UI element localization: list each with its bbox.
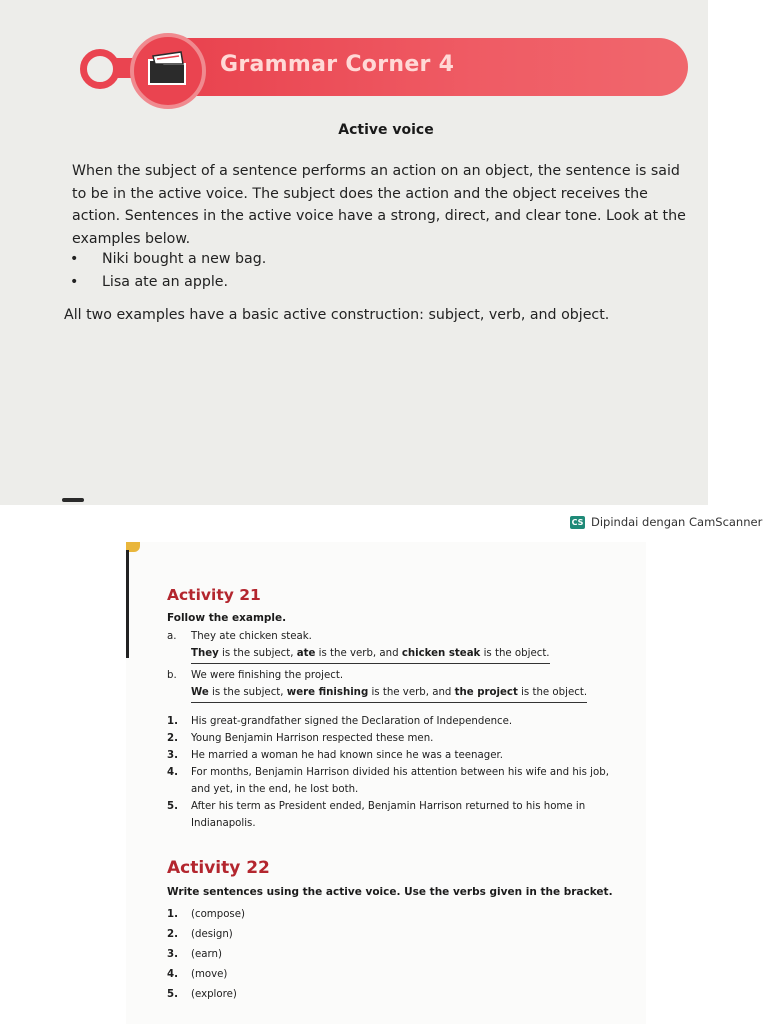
- activity-22-instruction: Write sentences using the active voice. Use the verbs given in the bracket.: [167, 886, 613, 898]
- item-number: 1.: [167, 909, 178, 920]
- item-number: 3.: [167, 750, 178, 761]
- item-number: 5.: [167, 989, 178, 1000]
- item-number: 2.: [167, 929, 178, 940]
- item-text: (compose): [191, 909, 245, 920]
- item-number: 4.: [167, 767, 178, 778]
- item-text: (design): [191, 929, 233, 940]
- grammar-corner-banner: [150, 38, 688, 96]
- answer-text: is the verb, and: [315, 648, 402, 659]
- item-number: 1.: [167, 716, 178, 727]
- banner-title: Grammar Corner 4: [220, 52, 455, 77]
- answer-text: is the object.: [480, 648, 550, 659]
- example-a: [167, 628, 550, 664]
- example-answer: [191, 645, 550, 664]
- section-title: Active voice: [338, 122, 434, 138]
- answer-text: is the subject,: [208, 687, 287, 698]
- item-text: (earn): [191, 949, 222, 960]
- intro-paragraph: When the subject of a sentence performs an action on an object, the sentence is said to be in the active voice. The subject does the action and the object receives the action. Sentences in the active voice have a strong, direct, and clear tone. Look at the examples below.: [72, 163, 686, 247]
- bullet-item: • Lisa ate an apple.: [70, 271, 266, 294]
- item-number: 4.: [167, 969, 178, 980]
- item-text: Young Benjamin Harrison respected these men.: [191, 733, 434, 744]
- list-item: [167, 945, 621, 965]
- list-item: [167, 713, 621, 730]
- grammar-corner-page: [0, 0, 708, 505]
- item-text: (move): [191, 969, 228, 980]
- activity-22-title: Activity 22: [167, 858, 270, 878]
- answer-object: chicken steak: [401, 648, 481, 659]
- example-sentence: They ate chicken steak.: [191, 631, 312, 642]
- item-text: His great-grandfather signed the Declaration of Independence.: [191, 716, 513, 727]
- watermark-text: Dipindai dengan CamScanner: [591, 515, 763, 529]
- example-bullets: [70, 248, 266, 294]
- item-text: He married a woman he had known since he was a teenager.: [191, 750, 503, 761]
- item-text: (explore): [191, 989, 237, 1000]
- item-text: For months, Benjamin Harrison divided his attention between his wife and his job, and yet, in the end, he lost both.: [191, 767, 609, 795]
- item-number: 3.: [167, 949, 178, 960]
- list-item: [167, 764, 621, 798]
- conclusion-paragraph: All two examples have a basic active construction: subject, verb, and object.: [64, 307, 610, 323]
- bullet-item: • Niki bought a new bag.: [70, 248, 266, 271]
- example-label: a.: [167, 631, 177, 642]
- item-number: 2.: [167, 733, 178, 744]
- activity-21-list: [167, 713, 621, 832]
- list-item: [167, 985, 621, 1005]
- binder-line: [126, 550, 129, 658]
- activity-21-instruction: Follow the example.: [167, 612, 287, 624]
- answer-verb: were finishing: [286, 687, 369, 698]
- activity-21-title: Activity 21: [167, 586, 261, 604]
- camscanner-logo-icon: CS: [571, 517, 584, 527]
- list-item: [167, 798, 621, 832]
- answer-object: the project: [454, 687, 518, 698]
- example-label: b.: [167, 670, 177, 681]
- banner-ring: [80, 49, 120, 89]
- item-text: After his term as President ended, Benjamin Harrison returned to his home in Indianapolis.: [191, 801, 586, 829]
- list-item: [167, 965, 621, 985]
- answer-subject: They: [191, 648, 219, 659]
- answer-text: is the object.: [517, 687, 588, 698]
- list-item: [167, 905, 621, 925]
- example-b: [167, 667, 587, 703]
- list-item: [167, 747, 621, 764]
- activity-22-list: [167, 905, 621, 1005]
- page-corner-mark: [62, 498, 84, 502]
- answer-subject: We: [191, 687, 209, 698]
- list-item: [167, 730, 621, 747]
- item-number: 5.: [167, 801, 178, 812]
- folder-icon: [145, 50, 189, 88]
- list-item: [167, 925, 621, 945]
- answer-text: is the verb, and: [368, 687, 455, 698]
- example-answer: [191, 684, 587, 703]
- camscanner-watermark: [570, 515, 762, 529]
- example-sentence: We were finishing the project.: [191, 670, 344, 681]
- answer-verb: ate: [296, 648, 316, 659]
- answer-text: is the subject,: [218, 648, 297, 659]
